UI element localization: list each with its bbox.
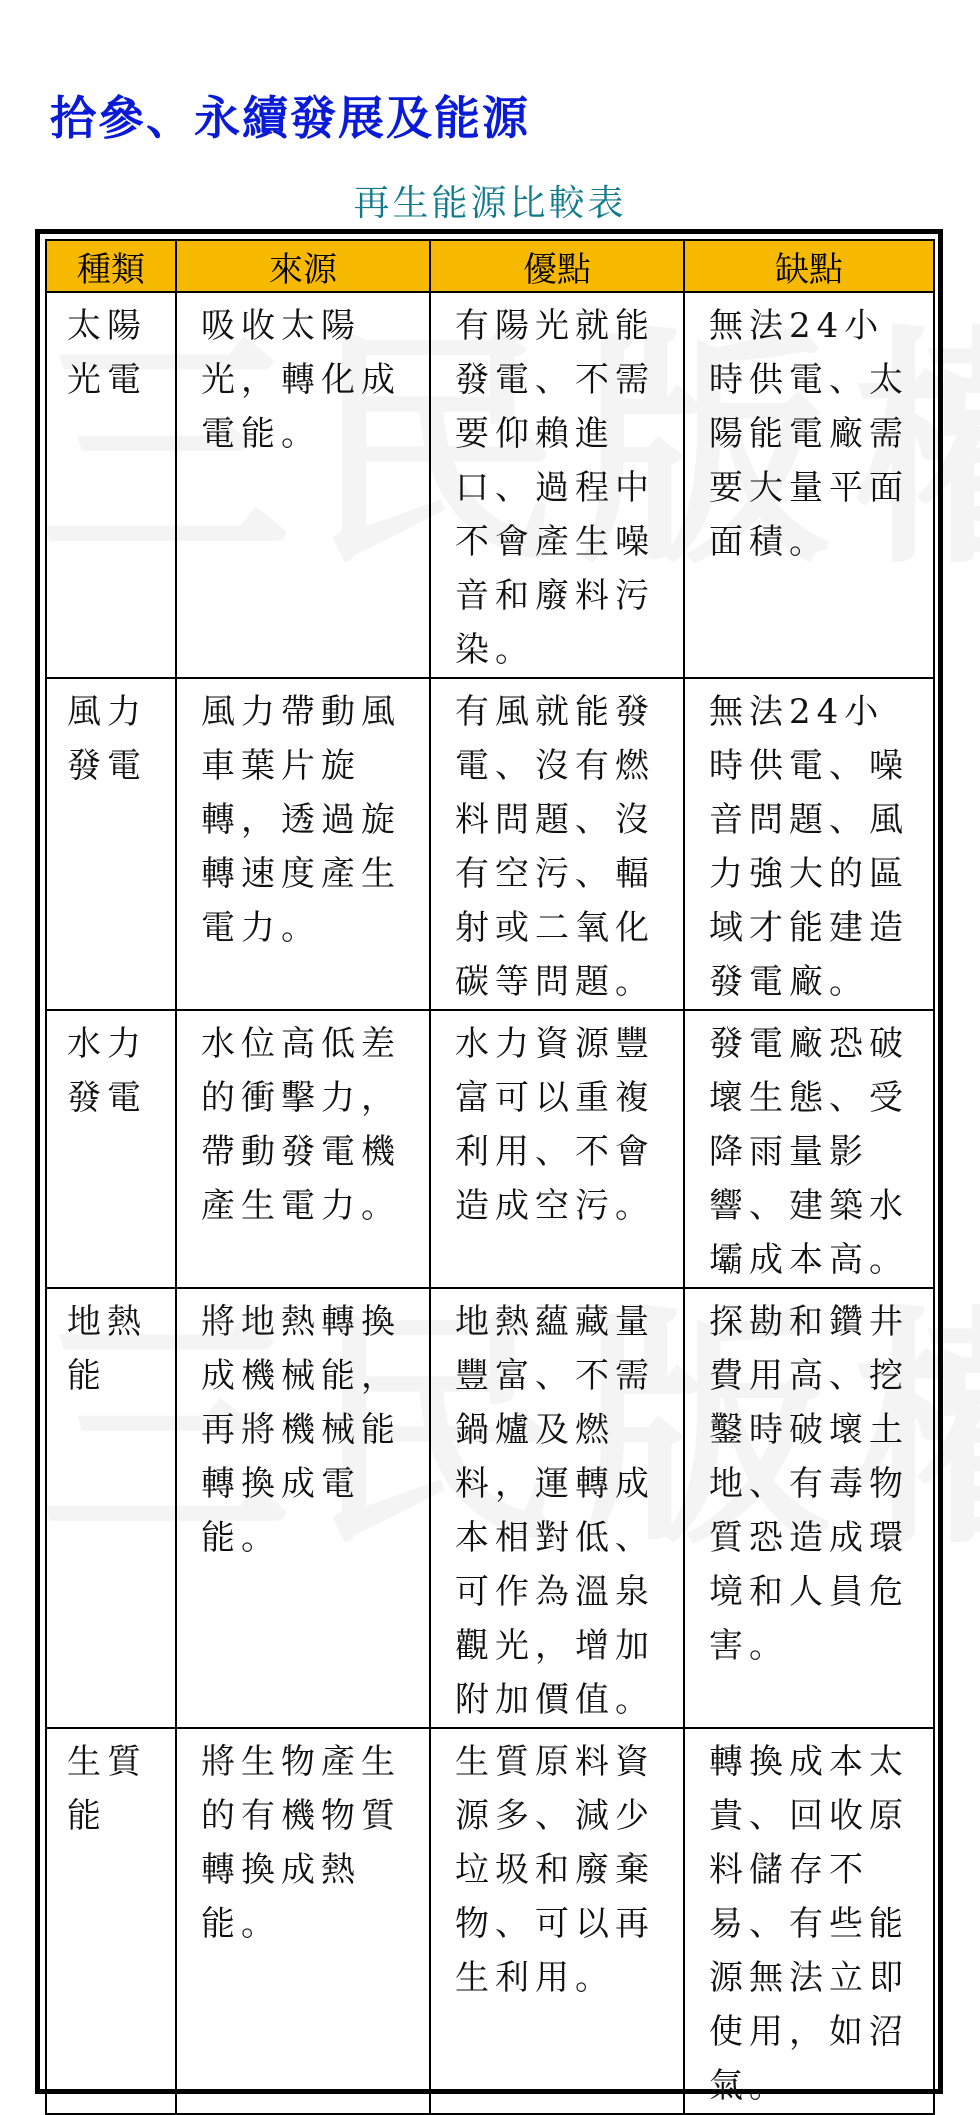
column-header-source: 來源 (176, 240, 430, 292)
table-row (46, 292, 934, 678)
energy-type-cell: 地熱能 (46, 1288, 176, 1728)
table-row (46, 1010, 934, 1288)
energy-type-cell: 太陽光電 (46, 292, 176, 678)
page-heading: 拾參、永續發展及能源 (50, 91, 530, 145)
comparison-table-frame (35, 229, 943, 2106)
pros-cell: 地熱蘊藏量豐富、不需鍋爐及燃料，運轉成本相對低、可作為溫泉觀光，增加附加價值。 (430, 1288, 684, 1728)
energy-type-cell: 生質能 (46, 1728, 176, 2114)
table-row (46, 678, 934, 1010)
comparison-table (45, 239, 935, 2115)
table-row (46, 1288, 934, 1728)
pros-cell: 有陽光就能發電、不需要仰賴進口、過程中不會產生噪音和廢料污染。 (430, 292, 684, 678)
table-header-row (46, 240, 934, 292)
source-cell: 吸收太陽光，轉化成電能。 (176, 292, 430, 678)
table-caption: 再生能源比較表 (353, 183, 627, 224)
source-cell: 將地熱轉換成機械能，再將機械能轉換成電能。 (176, 1288, 430, 1728)
column-header-type: 種類 (46, 240, 176, 292)
cons-cell: 無法24小時供電、噪音問題、風力強大的區域才能建造發電廠。 (684, 678, 934, 1010)
energy-type-cell: 水力發電 (46, 1010, 176, 1288)
cons-cell: 發電廠恐破壞生態、受降雨量影響、建築水壩成本高。 (684, 1010, 934, 1288)
pros-cell: 水力資源豐富可以重複利用、不會造成空污。 (430, 1010, 684, 1288)
table-row (46, 1728, 934, 2114)
source-cell: 將生物產生的有機物質轉換成熱能。 (176, 1728, 430, 2114)
source-cell: 水位高低差的衝擊力，帶動發電機產生電力。 (176, 1010, 430, 1288)
source-cell: 風力帶動風車葉片旋轉，透過旋轉速度產生電力。 (176, 678, 430, 1010)
column-header-pros: 優點 (430, 240, 684, 292)
column-header-cons: 缺點 (684, 240, 934, 292)
energy-type-cell: 風力發電 (46, 678, 176, 1010)
cons-cell: 無法24小時供電、太陽能電廠需要大量平面面積。 (684, 292, 934, 678)
cons-cell: 探勘和鑽井費用高、挖鑿時破壞土地、有毒物質恐造成環境和人員危害。 (684, 1288, 934, 1728)
pros-cell: 生質原料資源多、減少垃圾和廢棄物、可以再生利用。 (430, 1728, 684, 2114)
cons-cell: 轉換成本太貴、回收原料儲存不易、有些能源無法立即使用，如沼氣。 (684, 1728, 934, 2114)
pros-cell: 有風就能發電、沒有燃料問題、沒有空污、輻射或二氧化碳等問題。 (430, 678, 684, 1010)
